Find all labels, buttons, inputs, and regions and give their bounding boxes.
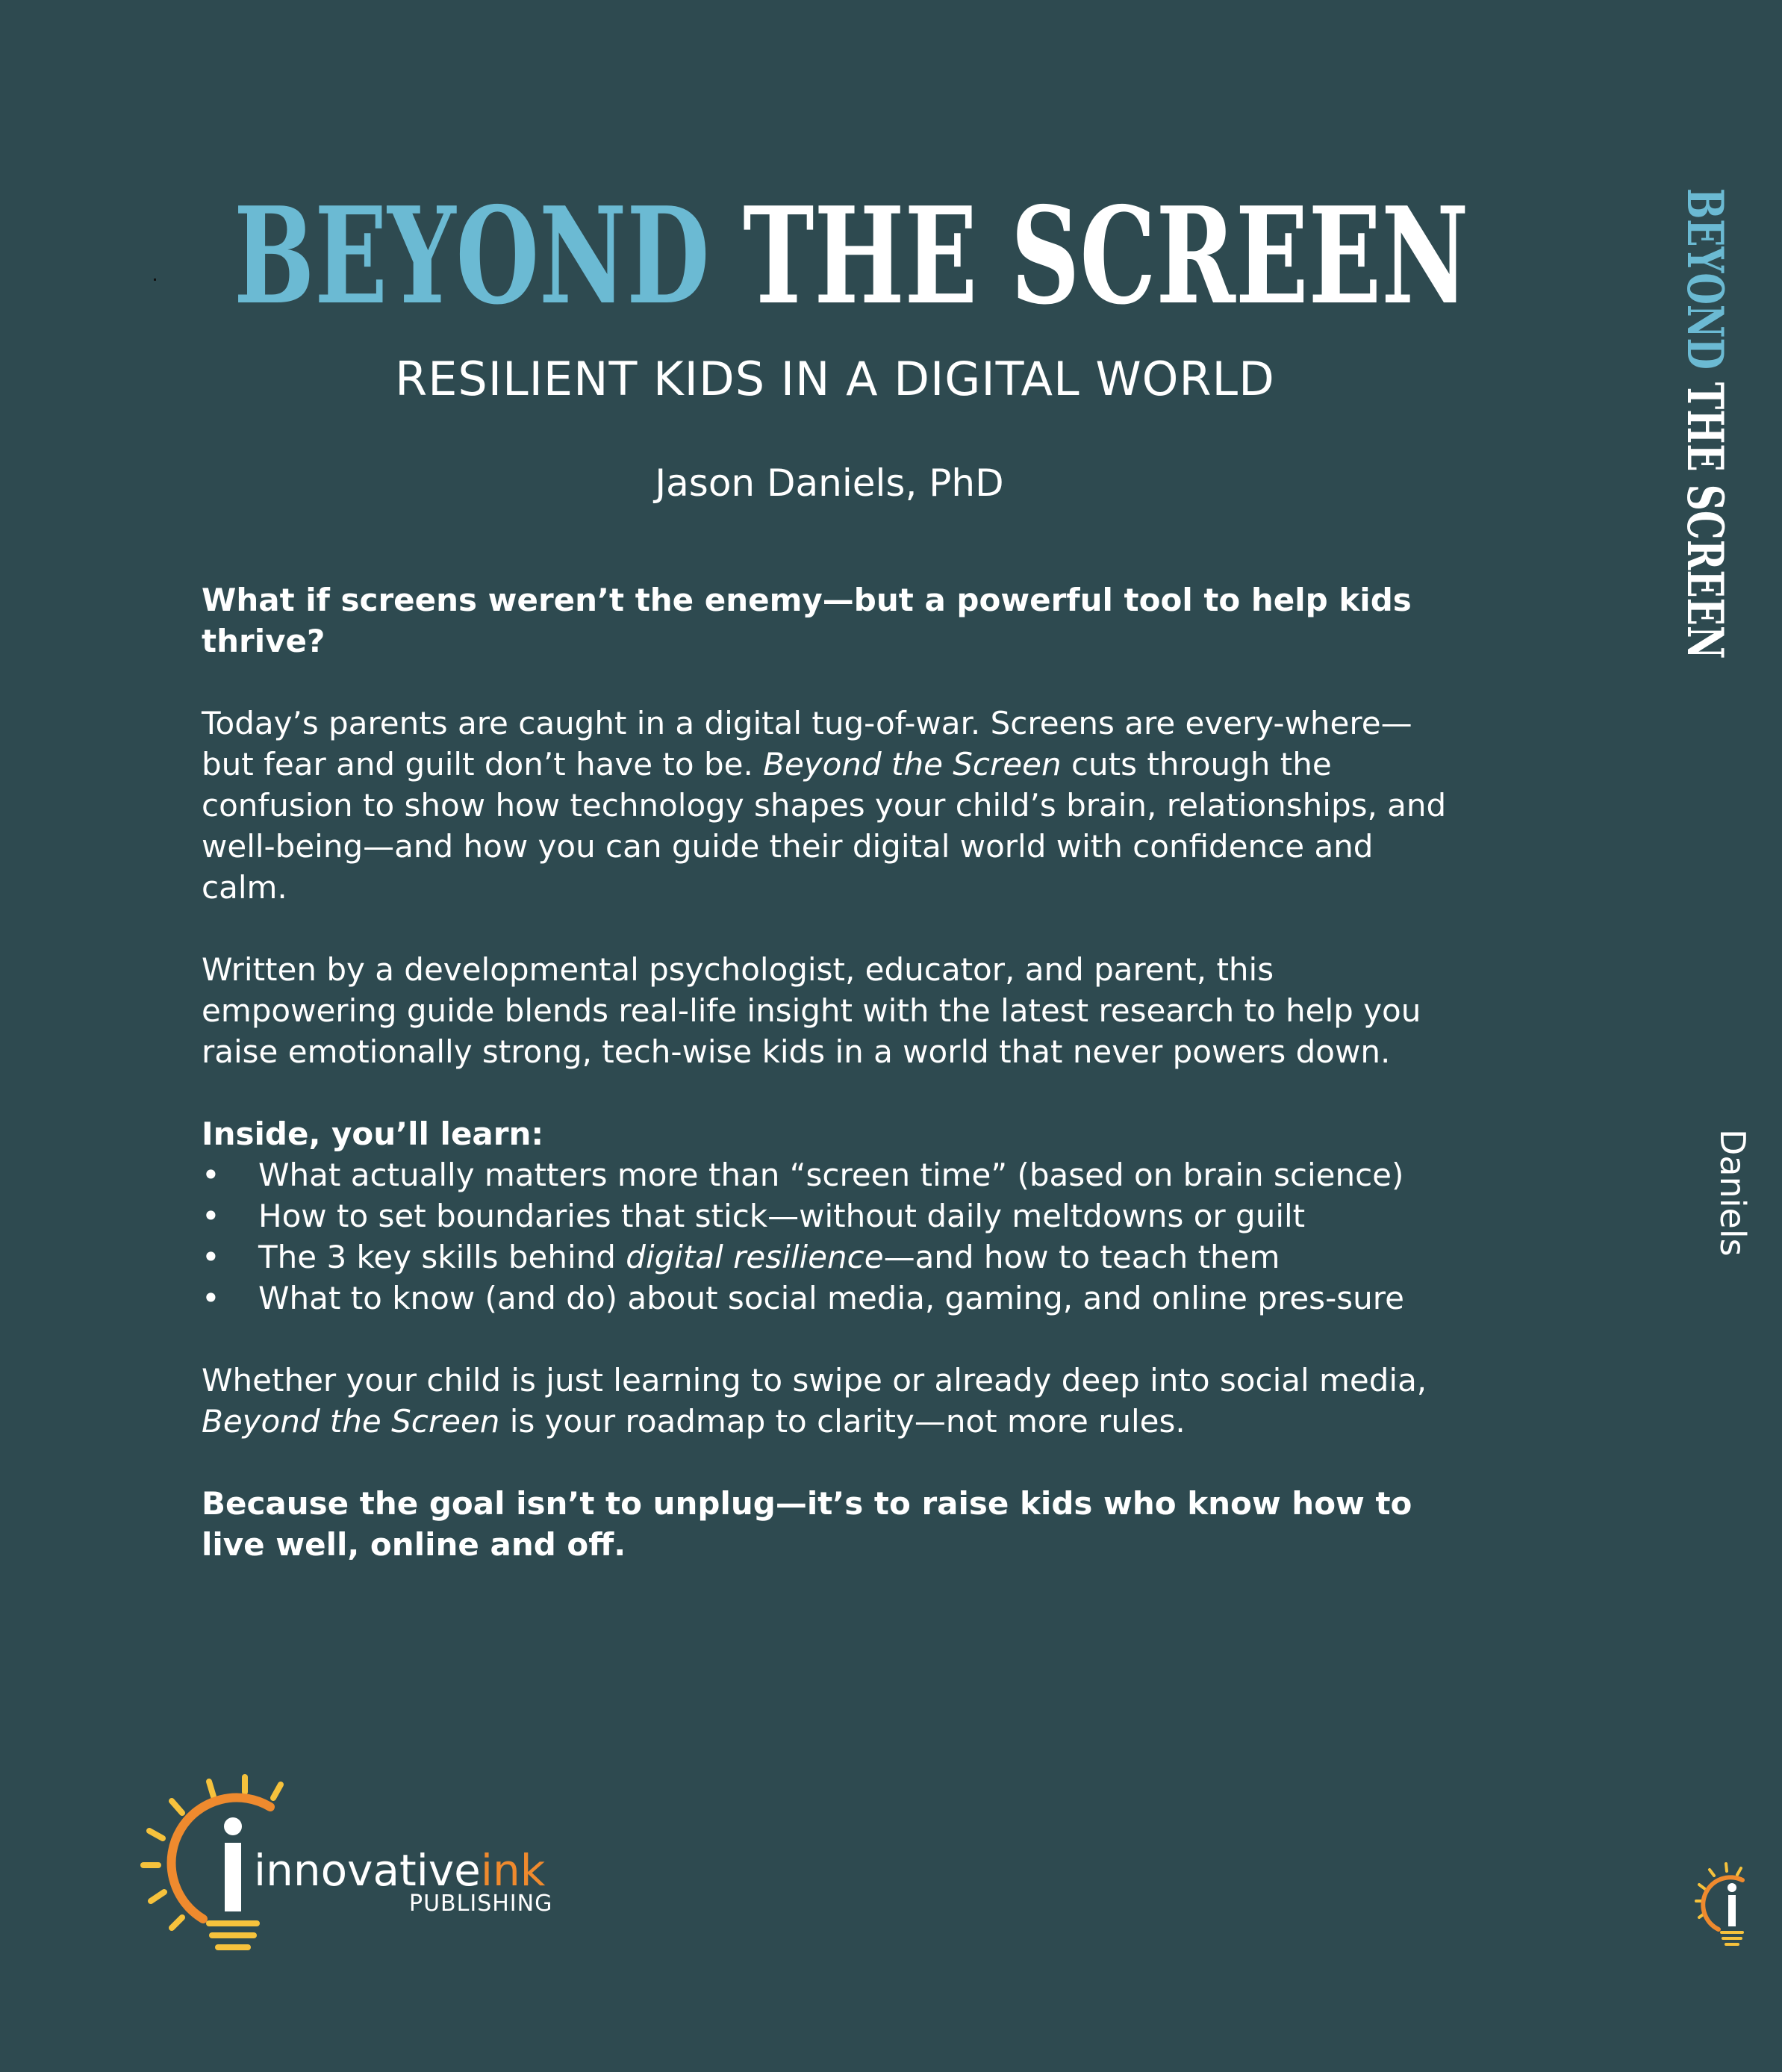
blurb-paragraph-3 xyxy=(202,1360,1463,1442)
list-item xyxy=(202,1195,1463,1236)
blurb xyxy=(202,579,1463,1565)
list-item-text-b: —and how to teach them xyxy=(883,1239,1280,1275)
blurb-closing: Because the goal isn’t to unplug—it’s to raise kids who know how to live well, online and off. xyxy=(202,1485,1412,1563)
cover-title xyxy=(234,178,1469,334)
publisher-imprint: PUBLISHING xyxy=(409,1891,553,1917)
list-item-italic: digital resilience xyxy=(626,1239,884,1275)
cover-author: Jason Daniels, PhD xyxy=(655,461,1004,505)
title-beyond: BEYOND xyxy=(234,178,710,334)
blurb-paragraph-3-text-b: is your roadmap to clarity—not more rules. xyxy=(499,1403,1186,1440)
list-heading: Inside, you’ll learn: xyxy=(202,1116,544,1152)
list-item xyxy=(202,1154,1463,1195)
list-item-text: What to know (and do) about social media, gaming, and online pres-sure xyxy=(258,1280,1404,1316)
print-speck xyxy=(154,279,156,281)
spine-logo xyxy=(1693,1858,1753,1955)
publisher-name-innovative: innovative xyxy=(254,1845,481,1896)
publisher-name-ink: ink xyxy=(480,1845,546,1896)
blurb-paragraph-1 xyxy=(202,703,1463,908)
spine-author: Daniels xyxy=(1713,1129,1753,1257)
spine-lightbulb-icon xyxy=(1693,1858,1753,1955)
blurb-paragraph-3-text-a: Whether your child is just learning to swipe or already deep into social media, xyxy=(202,1362,1427,1399)
cover-subtitle: RESILIENT KIDS IN A DIGITAL WORLD xyxy=(395,352,1275,406)
bullet-icon: • xyxy=(202,1239,220,1275)
blurb-hook: What if screens weren’t the enemy—but a powerful tool to help kids thrive? xyxy=(202,582,1412,659)
book-title-italic: Beyond the Screen xyxy=(202,1403,500,1440)
list-item-text-a: The 3 key skills behind xyxy=(258,1239,626,1275)
blurb-paragraph-2: Written by a developmental psychologist, educator, and parent, this empowering guide blends real-life insight with the latest research to help you raise emotionally strong, tech-wise kids in a world that never powers down. xyxy=(202,951,1421,1070)
spine-title-beyond: BEYOND xyxy=(1676,188,1734,370)
book-title-italic: Beyond the Screen xyxy=(763,746,1062,783)
list-item xyxy=(202,1236,1463,1278)
title-the-screen: THE SCREEN xyxy=(743,178,1469,334)
bullet-icon: • xyxy=(202,1280,220,1316)
blurb-paragraph-1-text-a: Today’s parents are caught in a digital tug-of-war. Screens are every-where—but fear and guilt don’t have to be. xyxy=(202,705,1412,783)
publisher-name xyxy=(254,1846,545,1895)
learn-list xyxy=(202,1154,1463,1319)
list-item-text: What actually matters more than “screen time” (based on brain science) xyxy=(258,1157,1404,1193)
blurb-paragraph-1-text-b: cuts through the confusion to show how technology shapes your child’s brain, relationships, and well-being—and how you can guide their digital world with confidence and calm. xyxy=(202,746,1447,906)
list-item xyxy=(202,1278,1463,1319)
bullet-icon: • xyxy=(202,1198,220,1234)
spine-title-the-screen: THE SCREEN xyxy=(1676,382,1734,659)
spine-title xyxy=(1676,188,1734,824)
list-item-text: How to set boundaries that stick—without daily meltdowns or guilt xyxy=(258,1198,1306,1234)
publisher-logo xyxy=(134,1755,582,1964)
bullet-icon: • xyxy=(202,1157,220,1193)
